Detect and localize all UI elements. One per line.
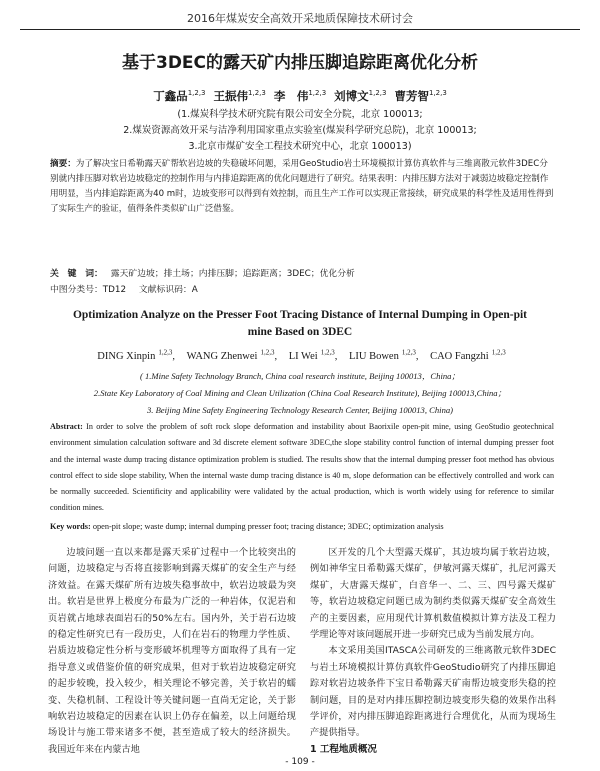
affiliation-line: 3.北京市煤矿安全工程技术研究中心，北京 100013)	[188, 141, 412, 152]
affiliation-line: 2.State Key Laboratory of Coal Mining and Clean Utilization (China Coal Research Institute), Beijing 100013,China；	[93, 388, 507, 398]
abstract-en-text: In order to solve the problem of soft rock slope deformation and instability about Baorixile open-pit mine, using GeoStudio geotechnical environment simulation calculation software and 3d discrete element software 3DEC,the slope stability control function of internal dumping presser foot and the internal waste dump tracing distance optimization problem is studied. The results show that the internal dumping presser foot method has obvious control effect to side slope stability, When the internal waste dump tracing distance is 40 m, slope deformation can be effectively controlled and work can be normally succeeded. Scientificity and applicability were validated by the actual production, which is worth widely using for reference to similar condition mines.	[50, 422, 554, 513]
body-column-right	[310, 545, 556, 742]
abstract-en-label: Abstract:	[50, 422, 83, 431]
keywords-en-label: Key words:	[50, 522, 91, 531]
abstract-cn-text: 为了解决宝日希勒露天矿帮软岩边坡的失稳破坏问题，采用GeoStudio岩土环境模拟计算仿真软件与三维离散元软件3DEC分别就内排压脚对软岩边坡稳定的控制作用与内排追踪距离的优化问题进行了研究。结果表明：内排压脚方法对于减弱边坡稳定控制作用明显，当内排追踪距离为40 m时，边坡变形可以得到有效控制，而且生产工作可以实现正常接续，研究成果的科学性及适用性得到了实际生产的验证，值得条件类似矿山广泛借鉴。	[50, 159, 554, 214]
affiliation-line: 3. Beijing Mine Safety Engineering Technology Research Center, Beijing 100013, China)	[146, 405, 454, 415]
author-cn: 王振伟$^{1,2,3}$	[213, 89, 266, 103]
keywords-en-text: open-pit slope; waste dump; internal dumping presser foot; tracing distance; 3DEC; optimization analysis	[92, 522, 444, 531]
body-paragraph: 本文采用美国ITASCA公司研发的三维离散元软件3DEC与岩土环境模拟计算仿真软件GeoStudio研究了内排压脚追踪对软岩边坡条件下宝日希勒露天矿南帮边坡变形失稳的控制问题，目的是对内排压脚控制边坡变形失稳的效果作出科学评价，对内排压脚追踪距离进行合理优化，从而为现场生产提供指导。	[310, 645, 556, 739]
affiliation-line: 2.煤炭资源高效开采与洁净利用国家重点实验室(煤炭科学研究总院)，北京 100013;	[123, 125, 477, 136]
keywords-cn	[50, 266, 554, 279]
authors-cn	[0, 88, 600, 104]
author-cn: 刘博文$^{1,2,3}$	[334, 89, 387, 103]
abstract-en	[50, 419, 554, 517]
keywords-en	[50, 522, 554, 531]
author-en: LI Wei $^{1,2,3}$,	[288, 348, 338, 362]
clc-number: 中图分类号：TD12	[50, 285, 127, 295]
author-cn: 曹芳智$^{1,2,3}$	[394, 89, 447, 103]
section-heading: 1 工程地质概况	[310, 744, 377, 755]
author-en: LIU Bowen $^{1,2,3}$,	[348, 348, 419, 362]
page-number: - 109 -	[285, 757, 315, 767]
affiliations-cn	[0, 107, 600, 155]
abstract-cn	[50, 157, 554, 217]
affiliation-line: (1.煤炭科学技术研究院有限公司安全分院，北京 100013;	[177, 109, 423, 120]
abstract-cn-label: 摘要：	[50, 159, 76, 169]
body-paragraph: 边坡问题一直以来都是露天采矿过程中一个比较突出的问题，边坡稳定与否将直接影响到露天煤矿的安全生产与经济效益。在露天煤矿所有边坡失稳事故中，软岩边坡最为突出。软岩是世界上极度分布最为广泛的一种岩体，仅泥岩和页岩就占地球表面岩石的50%左右。国内外，关于岩石边坡的稳定性研究已有一段历史，人们在岩石的物理力学性质、岩质边坡稳定性分析与变形破坏机理等方面取得了具有一定指导意义或借鉴价值的研究成果，但对于软岩边坡稳定研究的起步较晚，投入较少，相关理论不够完善，关于软岩的蠕变、失稳机制、工程设计等关键问题一直尚无定论，关于影响软岩边坡稳定的因素在认识上仍存在偏差，以上问题给现场设计与施工带来诸多不便，甚至造成了较大的经济损失。我国近年来在内蒙古地	[48, 547, 296, 755]
keywords-cn-text: 露天矿边坡；排土场；内排压脚；追踪距离；3DEC；优化分析	[110, 269, 355, 279]
author-en: DING Xinpin $^{1,2,3}$,	[97, 348, 175, 362]
title-en: Optimization Analyze on the Presser Foot Tracing Distance of Internal Dumping in Open-pit mine Based on 3DEC	[72, 309, 528, 338]
author-en: WANG Zhenwei $^{1,2,3}$,	[186, 348, 278, 362]
classification-cn	[50, 282, 554, 295]
document-code: 文献标识码：A	[138, 285, 198, 295]
author-cn: 丁鑫品$^{1,2,3}$	[153, 89, 206, 103]
keywords-cn-label: 关 键 词：	[50, 269, 103, 279]
affiliations-en	[40, 368, 560, 419]
author-en: CAO Fangzhi $^{1,2,3}$	[430, 348, 506, 362]
body-paragraph: 区开发的几个大型露天煤矿，其边坡均属于软岩边坡，例如神华宝日希勒露天煤矿，伊敏河露天煤矿，扎尼河露天煤矿，大唐露天煤矿，白音华一、二、三、四号露天煤矿等，软岩边坡稳定问题已成为制约类似露天煤矿安全高效生产的主要因素，应用现代计算机数值模拟计算方法及工程力学理论等对该问题展开进一步研究已成为当前发展方向。	[310, 547, 556, 641]
affiliation-line: ( 1.Mine Safety Technology Branch, China coal research institute, Beijing 100013，China；	[139, 371, 461, 381]
body-column-left	[48, 545, 296, 758]
title-cn: 基于3DEC的露天矿内排压脚追踪距离优化分析	[121, 53, 479, 73]
authors-en	[0, 348, 600, 362]
running-header: 2016年煤炭安全高效开采地质保障技术研讨会	[20, 10, 580, 30]
author-cn: 李 伟$^{1,2,3}$	[273, 89, 327, 103]
